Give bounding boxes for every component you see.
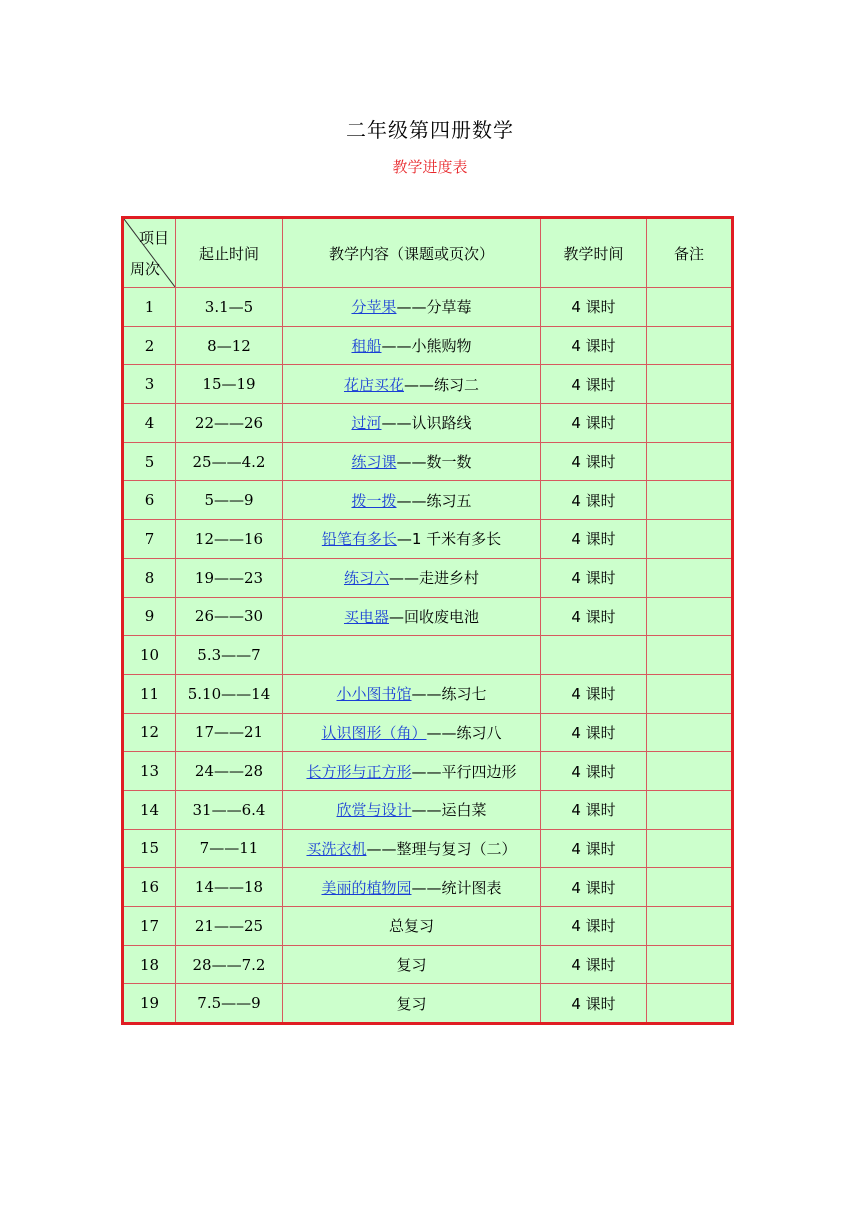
table-row xyxy=(123,984,733,1024)
cell-notes xyxy=(647,636,733,675)
header-row xyxy=(123,218,733,288)
cell-hours: 4 课时 xyxy=(541,674,647,713)
lesson-link[interactable]: 认识图形（角） xyxy=(321,723,427,742)
cell-content xyxy=(283,288,541,327)
cell-hours: 4 课时 xyxy=(541,558,647,597)
cell-dates: 15—19 xyxy=(176,365,283,404)
lesson-rest: ——整理与复习（二） xyxy=(366,839,517,858)
cell-dates: 5——9 xyxy=(176,481,283,520)
cell-notes xyxy=(647,674,733,713)
cell-hours: 4 课时 xyxy=(541,945,647,984)
lesson-link[interactable]: 买洗衣机 xyxy=(306,839,367,858)
cell-content xyxy=(283,984,541,1024)
cell-dates: 31——6.4 xyxy=(176,790,283,829)
cell-week: 6 xyxy=(123,481,176,520)
cell-dates: 5.3——7 xyxy=(176,636,283,675)
cell-hours: 4 课时 xyxy=(541,481,647,520)
cell-notes xyxy=(647,907,733,946)
table-body xyxy=(123,288,733,1024)
cell-dates: 17——21 xyxy=(176,713,283,752)
cell-week: 18 xyxy=(123,945,176,984)
cell-content xyxy=(283,790,541,829)
table-row xyxy=(123,829,733,868)
table-row xyxy=(123,713,733,752)
lesson-rest: ——运白菜 xyxy=(411,801,487,820)
lesson-link[interactable]: 小小图书馆 xyxy=(336,685,412,704)
table-row xyxy=(123,868,733,907)
cell-dates: 19——23 xyxy=(176,558,283,597)
cell-week: 15 xyxy=(123,829,176,868)
cell-content xyxy=(283,597,541,636)
cell-hours: 4 课时 xyxy=(541,752,647,791)
cell-content xyxy=(283,636,541,675)
lesson-link[interactable]: 花店买花 xyxy=(343,375,404,394)
lesson-rest: 复习 xyxy=(396,994,427,1013)
cell-notes xyxy=(647,868,733,907)
cell-dates: 21——25 xyxy=(176,907,283,946)
cell-content xyxy=(283,907,541,946)
header-corner-bottom: 周次 xyxy=(130,260,161,278)
lesson-rest: —1 千米有多长 xyxy=(396,530,502,549)
cell-hours: 4 课时 xyxy=(541,907,647,946)
table-row xyxy=(123,520,733,559)
table-row xyxy=(123,326,733,365)
cell-notes xyxy=(647,945,733,984)
cell-content xyxy=(283,752,541,791)
lesson-rest: ——认识路线 xyxy=(381,414,472,433)
lesson-link[interactable]: 长方形与正方形 xyxy=(306,762,412,781)
cell-dates: 7——11 xyxy=(176,829,283,868)
lesson-rest: ——小熊购物 xyxy=(381,337,472,356)
document-title: 二年级第四册数学 xyxy=(346,118,514,142)
cell-notes xyxy=(647,326,733,365)
cell-hours: 4 课时 xyxy=(541,790,647,829)
table-row xyxy=(123,945,733,984)
cell-content xyxy=(283,713,541,752)
lesson-rest: ——走进乡村 xyxy=(389,569,480,588)
cell-content xyxy=(283,829,541,868)
cell-dates: 25——4.2 xyxy=(176,442,283,481)
cell-week: 14 xyxy=(123,790,176,829)
cell-hours: 4 课时 xyxy=(541,326,647,365)
lesson-rest: ——平行四边形 xyxy=(411,762,517,781)
cell-dates: 5.10——14 xyxy=(176,674,283,713)
cell-content xyxy=(283,674,541,713)
lesson-link[interactable]: 分苹果 xyxy=(351,298,397,317)
lesson-link[interactable]: 租船 xyxy=(351,337,382,356)
cell-notes xyxy=(647,790,733,829)
schedule-table xyxy=(121,216,734,1025)
lesson-link[interactable]: 拨一拨 xyxy=(351,491,397,510)
cell-notes xyxy=(647,984,733,1024)
table-row xyxy=(123,907,733,946)
lesson-link[interactable]: 练习课 xyxy=(351,453,397,472)
table-row xyxy=(123,752,733,791)
cell-hours: 4 课时 xyxy=(541,288,647,327)
lesson-rest: ——练习七 xyxy=(411,685,487,704)
lesson-link[interactable]: 铅笔有多长 xyxy=(321,530,397,549)
table-row xyxy=(123,636,733,675)
lesson-link[interactable]: 美丽的植物园 xyxy=(321,878,412,897)
table-row xyxy=(123,365,733,404)
header-corner-top: 项目 xyxy=(138,229,169,247)
cell-content xyxy=(283,520,541,559)
lesson-link[interactable]: 过河 xyxy=(351,414,382,433)
cell-week: 1 xyxy=(123,288,176,327)
cell-dates: 22——26 xyxy=(176,404,283,443)
lesson-rest: ——练习五 xyxy=(396,491,472,510)
lesson-rest: 复习 xyxy=(396,956,427,975)
cell-content xyxy=(283,404,541,443)
table-row xyxy=(123,404,733,443)
cell-dates: 3.1—5 xyxy=(176,288,283,327)
cell-hours: 4 课时 xyxy=(541,713,647,752)
cell-week: 19 xyxy=(123,984,176,1024)
cell-week: 11 xyxy=(123,674,176,713)
cell-hours: 4 课时 xyxy=(541,365,647,404)
lesson-rest: —回收废电池 xyxy=(389,607,480,626)
table-row xyxy=(123,597,733,636)
lesson-rest: 总复习 xyxy=(388,917,434,936)
cell-hours: 4 课时 xyxy=(541,984,647,1024)
cell-dates: 26——30 xyxy=(176,597,283,636)
cell-week: 13 xyxy=(123,752,176,791)
header-content: 教学内容（课题或页次） xyxy=(283,218,541,288)
cell-content xyxy=(283,442,541,481)
lesson-rest: ——练习二 xyxy=(404,375,480,394)
cell-content xyxy=(283,365,541,404)
cell-week: 4 xyxy=(123,404,176,443)
cell-hours: 4 课时 xyxy=(541,597,647,636)
cell-dates: 14——18 xyxy=(176,868,283,907)
cell-week: 16 xyxy=(123,868,176,907)
cell-week: 5 xyxy=(123,442,176,481)
table-row xyxy=(123,481,733,520)
lesson-rest: ——分草莓 xyxy=(396,298,472,317)
header-dates: 起止时间 xyxy=(176,218,283,288)
cell-dates: 28——7.2 xyxy=(176,945,283,984)
cell-notes xyxy=(647,365,733,404)
cell-dates: 7.5——9 xyxy=(176,984,283,1024)
cell-notes xyxy=(647,713,733,752)
table-row xyxy=(123,442,733,481)
cell-week: 2 xyxy=(123,326,176,365)
document-subtitle: 教学进度表 xyxy=(392,158,468,176)
lesson-rest: ——练习八 xyxy=(426,723,502,742)
cell-hours: 4 课时 xyxy=(541,520,647,559)
cell-week: 17 xyxy=(123,907,176,946)
table-row xyxy=(123,674,733,713)
cell-hours: 4 课时 xyxy=(541,404,647,443)
cell-week: 10 xyxy=(123,636,176,675)
cell-week: 12 xyxy=(123,713,176,752)
cell-dates: 12——16 xyxy=(176,520,283,559)
cell-notes xyxy=(647,597,733,636)
lesson-link[interactable]: 练习六 xyxy=(343,569,389,588)
cell-dates: 24——28 xyxy=(176,752,283,791)
cell-notes xyxy=(647,481,733,520)
cell-hours xyxy=(541,636,647,675)
cell-content xyxy=(283,558,541,597)
cell-hours: 4 课时 xyxy=(541,868,647,907)
cell-content xyxy=(283,326,541,365)
lesson-link[interactable]: 欣赏与设计 xyxy=(336,801,412,820)
cell-notes xyxy=(647,558,733,597)
header-notes: 备注 xyxy=(647,218,733,288)
cell-week: 8 xyxy=(123,558,176,597)
cell-week: 9 xyxy=(123,597,176,636)
cell-notes xyxy=(647,442,733,481)
cell-hours: 4 课时 xyxy=(541,442,647,481)
cell-content xyxy=(283,945,541,984)
cell-content xyxy=(283,868,541,907)
cell-dates: 8—12 xyxy=(176,326,283,365)
header-hours: 教学时间 xyxy=(541,218,647,288)
table-row xyxy=(123,790,733,829)
cell-notes xyxy=(647,829,733,868)
cell-notes xyxy=(647,752,733,791)
cell-content xyxy=(283,481,541,520)
table-row xyxy=(123,288,733,327)
cell-notes xyxy=(647,404,733,443)
cell-week: 7 xyxy=(123,520,176,559)
cell-hours: 4 课时 xyxy=(541,829,647,868)
lesson-rest: ——统计图表 xyxy=(411,878,502,897)
header-corner-cell xyxy=(123,218,176,288)
table-row xyxy=(123,558,733,597)
cell-notes xyxy=(647,520,733,559)
cell-week: 3 xyxy=(123,365,176,404)
lesson-link[interactable]: 买电器 xyxy=(343,607,389,626)
cell-notes xyxy=(647,288,733,327)
lesson-rest: ——数一数 xyxy=(396,453,472,472)
